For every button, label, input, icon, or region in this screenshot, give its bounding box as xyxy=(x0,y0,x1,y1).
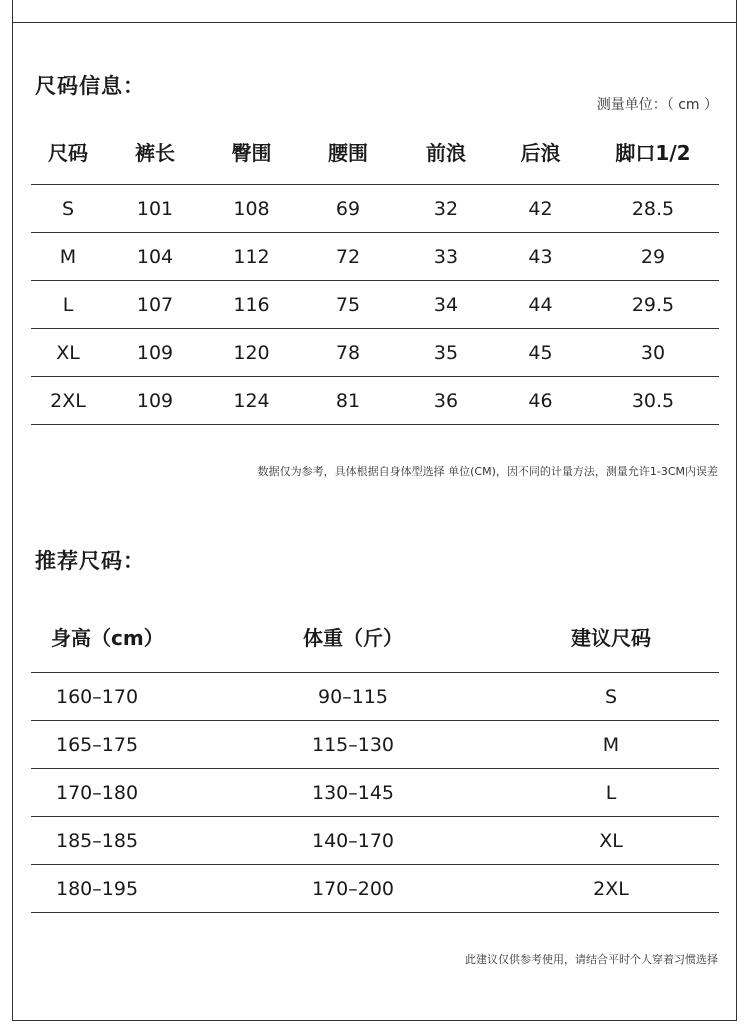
cell: 130–145 xyxy=(203,769,503,817)
cell: 124 xyxy=(205,377,298,425)
table-row xyxy=(31,673,719,721)
table-row xyxy=(31,769,719,817)
col-header-weight: 体重（斤） xyxy=(203,600,503,673)
table-row xyxy=(31,329,719,377)
cell: 120 xyxy=(205,329,298,377)
cell: 2XL xyxy=(503,865,719,913)
col-header-back-rise: 后浪 xyxy=(494,118,587,185)
cell: 185–185 xyxy=(31,817,203,865)
cell: 35 xyxy=(398,329,494,377)
cell: 81 xyxy=(298,377,398,425)
table-row xyxy=(31,185,719,233)
measurement-unit: 测量单位：（ cm ） xyxy=(596,97,718,113)
cell: 116 xyxy=(205,281,298,329)
recommend-disclaimer: 此建议仅供参考使用，请结合平时个人穿着习惯选择 xyxy=(465,953,718,966)
cell: 108 xyxy=(205,185,298,233)
size-table-header xyxy=(31,118,719,185)
size-info-title: 尺码信息： xyxy=(35,74,145,98)
cell: S xyxy=(503,673,719,721)
cell: 33 xyxy=(398,233,494,281)
col-header-leg-opening: 脚口1/2 xyxy=(587,118,719,185)
table-row xyxy=(31,817,719,865)
cell: 109 xyxy=(105,377,205,425)
cell: 30 xyxy=(587,329,719,377)
cell: 160–170 xyxy=(31,673,203,721)
recommend-table-header xyxy=(31,600,719,673)
cell: 112 xyxy=(205,233,298,281)
cell: 43 xyxy=(494,233,587,281)
cell: 34 xyxy=(398,281,494,329)
cell: M xyxy=(503,721,719,769)
col-header-size: 尺码 xyxy=(31,118,105,185)
cell: L xyxy=(503,769,719,817)
cell: 165–175 xyxy=(31,721,203,769)
table-row xyxy=(31,281,719,329)
cell: 32 xyxy=(398,185,494,233)
cell: 42 xyxy=(494,185,587,233)
table-row xyxy=(31,865,719,913)
cell: 78 xyxy=(298,329,398,377)
cell: 30.5 xyxy=(587,377,719,425)
cell: 109 xyxy=(105,329,205,377)
cell: 36 xyxy=(398,377,494,425)
cell: 170–200 xyxy=(203,865,503,913)
cell: 170–180 xyxy=(31,769,203,817)
col-header-hip: 臀围 xyxy=(205,118,298,185)
cell: XL xyxy=(503,817,719,865)
size-disclaimer: 数据仅为参考，具体根据自身体型选择 单位(CM)，因不同的计量方法，测量允许1-3CM内误差 xyxy=(257,465,718,478)
cell: 69 xyxy=(298,185,398,233)
cell: L xyxy=(31,281,105,329)
cell: 104 xyxy=(105,233,205,281)
col-header-front-rise: 前浪 xyxy=(398,118,494,185)
cell: XL xyxy=(31,329,105,377)
cell: 180–195 xyxy=(31,865,203,913)
cell: 28.5 xyxy=(587,185,719,233)
recommend-table xyxy=(31,600,719,913)
col-header-length: 裤长 xyxy=(105,118,205,185)
size-table xyxy=(31,118,719,425)
cell: 140–170 xyxy=(203,817,503,865)
table-row xyxy=(31,233,719,281)
table-row xyxy=(31,721,719,769)
table-row xyxy=(31,377,719,425)
cell: M xyxy=(31,233,105,281)
cell: 107 xyxy=(105,281,205,329)
cell: 2XL xyxy=(31,377,105,425)
recommend-title: 推荐尺码： xyxy=(35,549,145,573)
cell: 29 xyxy=(587,233,719,281)
cell: 72 xyxy=(298,233,398,281)
cell: 115–130 xyxy=(203,721,503,769)
col-header-suggested-size: 建议尺码 xyxy=(503,600,719,673)
cell: 46 xyxy=(494,377,587,425)
cell: 45 xyxy=(494,329,587,377)
top-divider xyxy=(12,22,737,23)
col-header-waist: 腰围 xyxy=(298,118,398,185)
cell: 101 xyxy=(105,185,205,233)
cell: S xyxy=(31,185,105,233)
cell: 75 xyxy=(298,281,398,329)
cell: 44 xyxy=(494,281,587,329)
cell: 90–115 xyxy=(203,673,503,721)
cell: 29.5 xyxy=(587,281,719,329)
col-header-height: 身高（cm） xyxy=(31,600,203,673)
